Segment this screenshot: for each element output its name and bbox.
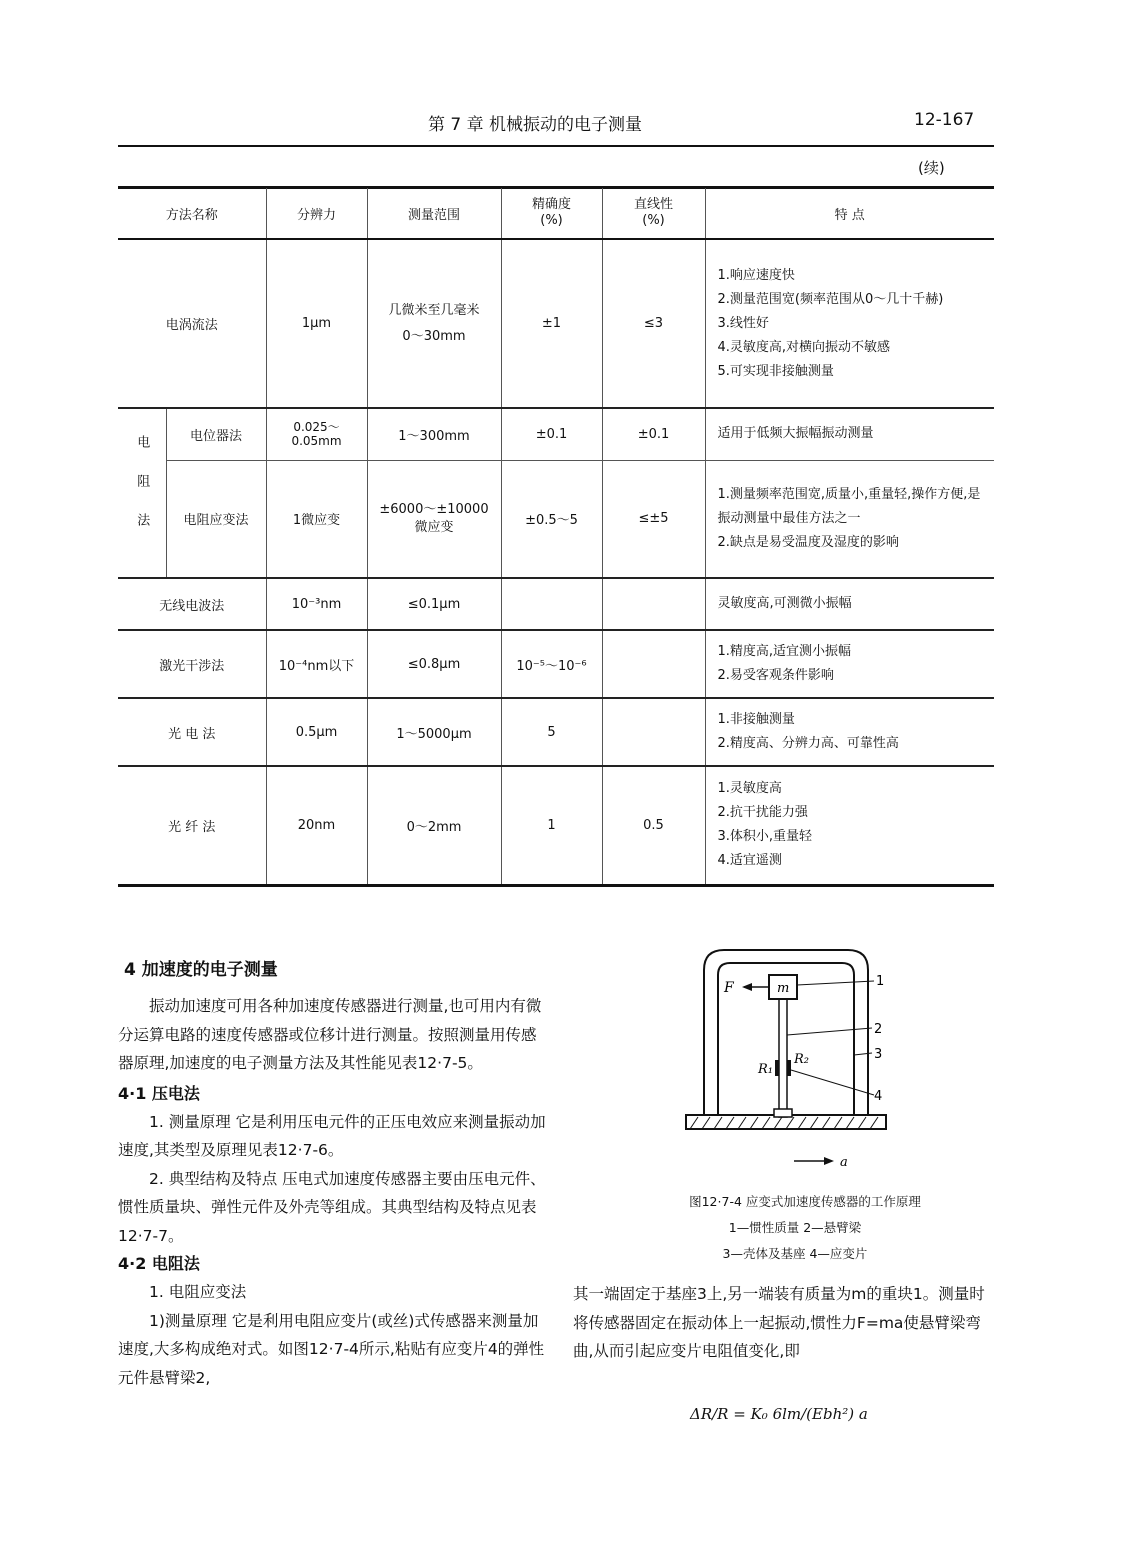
resolution-cell: 20nm [266,766,367,885]
r1-label: R₁ [758,1062,773,1077]
linearity-cell [602,698,705,766]
paragraph: 1)测量原理 它是利用电阻应变片(或丝)式传感器来测量加速度,大多构成绝对式。如图12·7-4所示,粘贴有应变片4的弹性元件悬臂梁2, [118,1311,545,1387]
page-number: 12-167 [914,110,975,130]
feature-item: 2.测量范围宽(频率范围从0～几十千赫) [717,291,944,307]
feature-item: 灵敏度高,可测微小振幅 [717,596,852,611]
col-header-range: 测量范围 [367,188,501,239]
table-row [118,408,994,460]
range-cell: ±6000～±10000 微应变 [367,460,501,578]
feature-item: 1.精度高,适宜测小振幅 [717,644,852,659]
accuracy-cell [501,578,602,630]
col-header-features: 特 点 [705,188,994,239]
range-cell: 0～2mm [367,766,501,885]
col-header-linearity: 直线性 (%) [602,188,705,239]
accuracy-cell: 1 [501,766,602,885]
subsection-heading: 4·1 压电法 [118,1083,200,1103]
table-row [118,766,994,885]
resolution-cell: 0.5μm [266,698,367,766]
feature-item: 1.非接触测量 [717,712,795,727]
table-row [118,578,994,630]
paragraph: 1. 电阻应变法 [149,1283,247,1301]
paragraph: 振动加速度可用各种加速度传感器进行测量,也可用内有微分运算电路的速度传感器或位移计进行测量。按照测量用传感器原理,加速度的电子测量方法及其性能见表12·7-5。 [118,997,542,1072]
table-row [118,698,994,766]
method-name: 光 纤 法 [118,766,266,885]
method-name: 光 电 法 [118,698,266,766]
force-label: F [724,980,734,996]
mass-label: m [777,981,790,996]
method-name: 激光干涉法 [118,630,266,698]
feature-item: 1.响应速度快 [717,267,795,283]
feature-item: 2.易受客观条件影响 [717,668,834,683]
table-header-row [118,188,994,239]
accuracy-cell: 5 [501,698,602,766]
method-name: 电涡流法 [118,239,266,408]
figure-caption: 图12·7-4 应变式加速度传感器的工作原理 [689,1194,921,1209]
callout-2: 2 [874,1022,883,1037]
feature-item: 5.可实现非接触测量 [717,363,834,379]
figure-legend: 3—壳体及基座 4—应变片 [722,1246,868,1261]
accuracy-cell: ±1 [501,239,602,408]
acceleration-label: a [840,1155,848,1170]
feature-item: 适用于低频大振幅振动测量 [717,426,874,442]
paragraph: 1. 测量原理 它是利用压电元件的正压电效应来测量振动加速度,其类型及原理见表12·7-6。 [118,1112,546,1159]
feature-item: 4.适宜遥测 [717,853,782,869]
features-cell [705,578,994,630]
force-arrow-icon [742,983,752,991]
figure-legend: 1—惯性质量 2—悬臂梁 [728,1220,862,1235]
feature-item: 3.体积小,重量轻 [717,829,813,845]
features-cell [705,408,994,460]
resolution-cell: 10⁻⁴nm以下 [266,630,367,698]
features-cell [705,698,994,766]
feature-item: 1.灵敏度高 [717,781,782,797]
section-heading: 4 加速度的电子测量 [124,960,278,980]
formula: ΔR/R = K₀ 6lm/(Ebh²) a [690,1405,868,1423]
group-label: 电阻法 [118,408,166,578]
resolution-cell: 1微应变 [266,460,367,578]
accuracy-cell: ±0.1 [501,408,602,460]
feature-item: 4.灵敏度高,对横向振动不敏感 [717,339,891,355]
paragraph: 其一端固定于基座3上,另一端装有质量为m的重块1。测量时将传感器固定在振动体上一起振动,惯性力F=ma使悬臂梁弯曲,从而引起应变片电阻值变化,即 [573,1285,985,1360]
accelerometer-diagram [676,935,906,1175]
resolution-cell: 0.025～ 0.05mm [266,408,367,460]
linearity-cell [602,578,705,630]
r2-label: R₂ [794,1052,809,1067]
range-cell: 1～300mm [367,408,501,460]
method-name: 无线电波法 [118,578,266,630]
linearity-cell: 0.5 [602,766,705,885]
subsection-heading: 4·2 电阻法 [118,1254,200,1273]
table-row [118,630,994,698]
header-rule [118,145,994,147]
features-cell [705,630,994,698]
accuracy-cell: ±0.5～5 [501,460,602,578]
range-cell: 几微米至几毫米 0～30mm [367,239,501,408]
features-cell [705,766,994,885]
features-cell [705,460,994,578]
methods-table [118,188,994,887]
feature-item: 2.抗干扰能力强 [717,805,808,821]
features-cell [705,239,994,408]
feature-item: 2.缺点是易受温度及湿度的影响 [717,534,899,550]
resolution-cell: 1μm [266,239,367,408]
feature-item: 2.精度高、分辨力高、可靠性高 [717,736,899,751]
method-name: 电阻应变法 [166,460,266,578]
chapter-title: 第 7 章 机械振动的电子测量 [428,115,643,135]
method-name: 电位器法 [166,408,266,460]
feature-item: 3.线性好 [717,315,769,331]
linearity-cell: ≤±5 [602,460,705,578]
table-row [118,239,994,408]
col-header-resolution: 分辨力 [266,188,367,239]
range-cell: ≤0.1μm [367,578,501,630]
range-cell: 1～5000μm [367,698,501,766]
linearity-cell [602,630,705,698]
linearity-cell: ≤3 [602,239,705,408]
linearity-cell: ±0.1 [602,408,705,460]
col-header-method: 方法名称 [118,188,266,239]
callout-4: 4 [874,1089,883,1104]
paragraph: 2. 典型结构及特点 压电式加速度传感器主要由压电元件、惯性质量块、弹性元件及外壳等组成。其典型结构及特点见表12·7-7。 [118,1169,546,1245]
table-row [118,460,994,578]
continued-label: (续) [918,159,945,177]
callout-3: 3 [874,1047,883,1062]
accuracy-cell: 10⁻⁵～10⁻⁶ [501,630,602,698]
acceleration-arrow-icon [824,1157,834,1165]
resolution-cell: 10⁻³nm [266,578,367,630]
range-cell: ≤0.8μm [367,630,501,698]
left-column [118,955,548,1392]
feature-item: 1.测量频率范围宽,质量小,重量轻,操作方便,是振动测量中最佳方法之一 [717,486,981,526]
callout-1: 1 [876,974,885,989]
col-header-accuracy: 精确度 (%) [501,188,602,239]
